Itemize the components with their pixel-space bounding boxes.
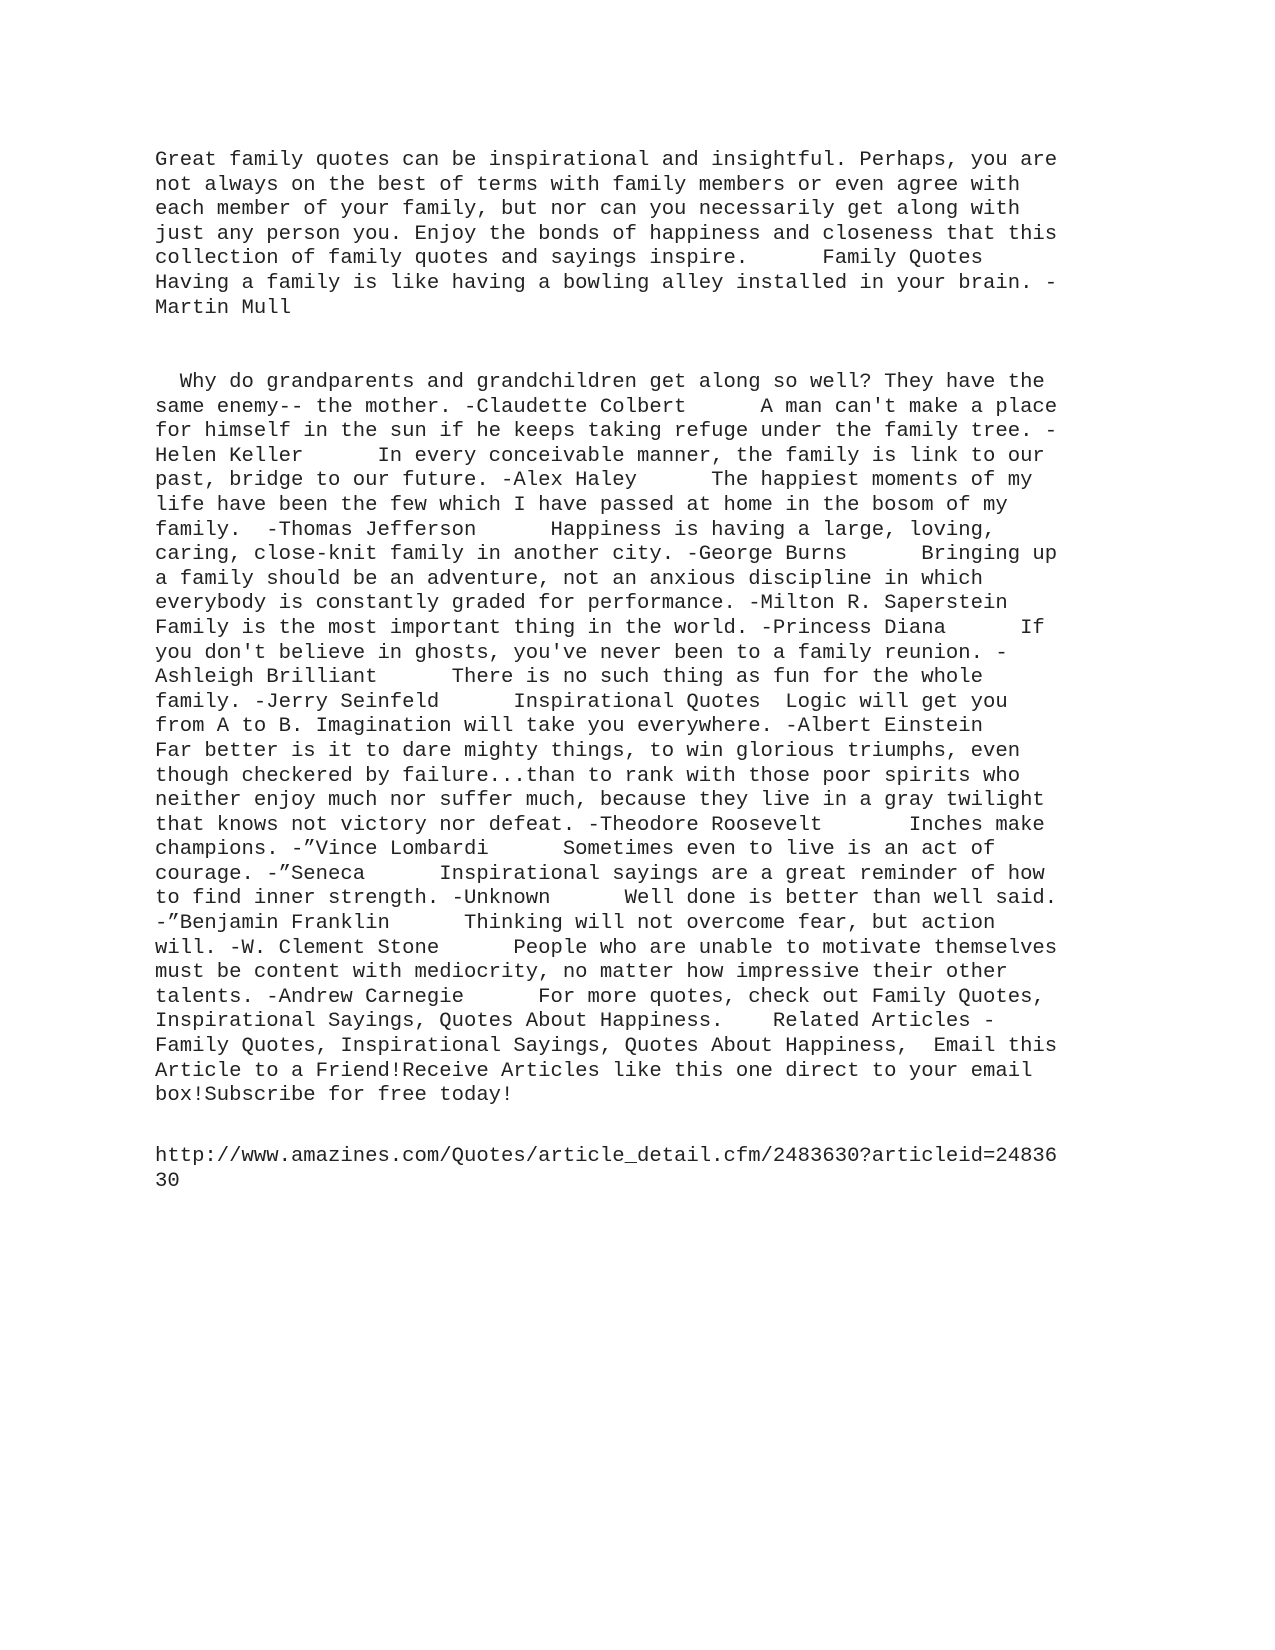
text-line: to find inner strength. -Unknown Well done is better than well said. xyxy=(155,887,1058,911)
text-line: will. -W. Clement Stone People who are unable to motivate themselves xyxy=(155,936,1058,960)
text-line: for himself in the sun if he keeps taking refuge under the family tree. - xyxy=(155,420,1058,444)
text-line: family. -Jerry Seinfeld Inspirational Quotes Logic will get you xyxy=(155,690,1008,714)
text-line: each member of your family, but nor can you necessarily get along with xyxy=(155,198,1021,222)
text-line: collection of family quotes and sayings inspire. Family Quotes xyxy=(155,247,984,271)
text-line: a family should be an adventure, not an anxious discipline in which xyxy=(155,567,984,591)
text-line: same enemy-- the mother. -Claudette Colbert A man can't make a place xyxy=(155,395,1058,419)
text-line: caring, close-knit family in another city. -George Burns Bringing up xyxy=(155,543,1058,567)
text-line: talents. -Andrew Carnegie For more quotes, check out Family Quotes, xyxy=(155,985,1045,1009)
text-line: -”Benjamin Franklin Thinking will not overcome fear, but action xyxy=(155,912,996,936)
text-line: Inspirational Sayings, Quotes About Happiness. Related Articles - xyxy=(155,1010,996,1034)
text-line: must be content with mediocrity, no matter how impressive their other xyxy=(155,961,1008,985)
text-line: from A to B. Imagination will take you everywhere. -Albert Einstein xyxy=(155,715,984,739)
quotes-paragraph xyxy=(155,371,1057,1109)
text-line: Article to a Friend!Receive Articles like this one direct to your email xyxy=(155,1059,1033,1083)
text-line: Ashleigh Brilliant There is no such thing as fun for the whole xyxy=(155,666,984,690)
text-line: courage. -”Seneca Inspirational sayings are a great reminder of how xyxy=(155,862,1045,886)
text-line: that knows not victory nor defeat. -Theodore Roosevelt Inches make xyxy=(155,813,1045,837)
text-line: Far better is it to dare mighty things, to win glorious triumphs, even xyxy=(155,739,1021,763)
text-line: Family is the most important thing in the world. -Princess Diana If xyxy=(155,616,1045,640)
source-url xyxy=(155,1145,1057,1194)
text-line: you don't believe in ghosts, you've never been to a family reunion. - xyxy=(155,641,1008,665)
text-line: box!Subscribe for free today! xyxy=(155,1084,514,1108)
text-line: Having a family is like having a bowling alley installed in your brain. - xyxy=(155,271,1058,295)
text-line: not always on the best of terms with family members or even agree with xyxy=(155,173,1021,197)
text-line: http://www.amazines.com/Quotes/article_detail.cfm/2483630?articleid=24836 xyxy=(155,1145,1058,1168)
text-line: life have been the few which I have passed at home in the bosom of my xyxy=(155,493,1008,517)
text-line: champions. -”Vince Lombardi Sometimes even to live is an act of xyxy=(155,838,996,862)
text-line: neither enjoy much nor suffer much, because they live in a gray twilight xyxy=(155,789,1045,813)
text-line: Family Quotes, Inspirational Sayings, Quotes About Happiness, Email this xyxy=(155,1035,1058,1059)
text-line: 30 xyxy=(155,1169,180,1193)
text-line: everybody is constantly graded for performance. -Milton R. Saperstein xyxy=(155,592,1008,616)
text-line: though checkered by failure...than to rank with those poor spirits who xyxy=(155,764,1021,788)
text-line: past, bridge to our future. -Alex Haley The happiest moments of my xyxy=(155,469,1033,493)
text-line: Why do grandparents and grandchildren get along so well? They have the xyxy=(155,371,1045,394)
text-line: family. -Thomas Jefferson Happiness is having a large, loving, xyxy=(155,518,996,542)
text-line: Great family quotes can be inspirational and insightful. Perhaps, you are xyxy=(155,149,1058,172)
text-line: Martin Mull xyxy=(155,296,291,320)
intro-paragraph xyxy=(155,149,1057,321)
text-line: just any person you. Enjoy the bonds of happiness and closeness that this xyxy=(155,222,1058,246)
text-line: Helen Keller In every conceivable manner, the family is link to our xyxy=(155,444,1045,468)
